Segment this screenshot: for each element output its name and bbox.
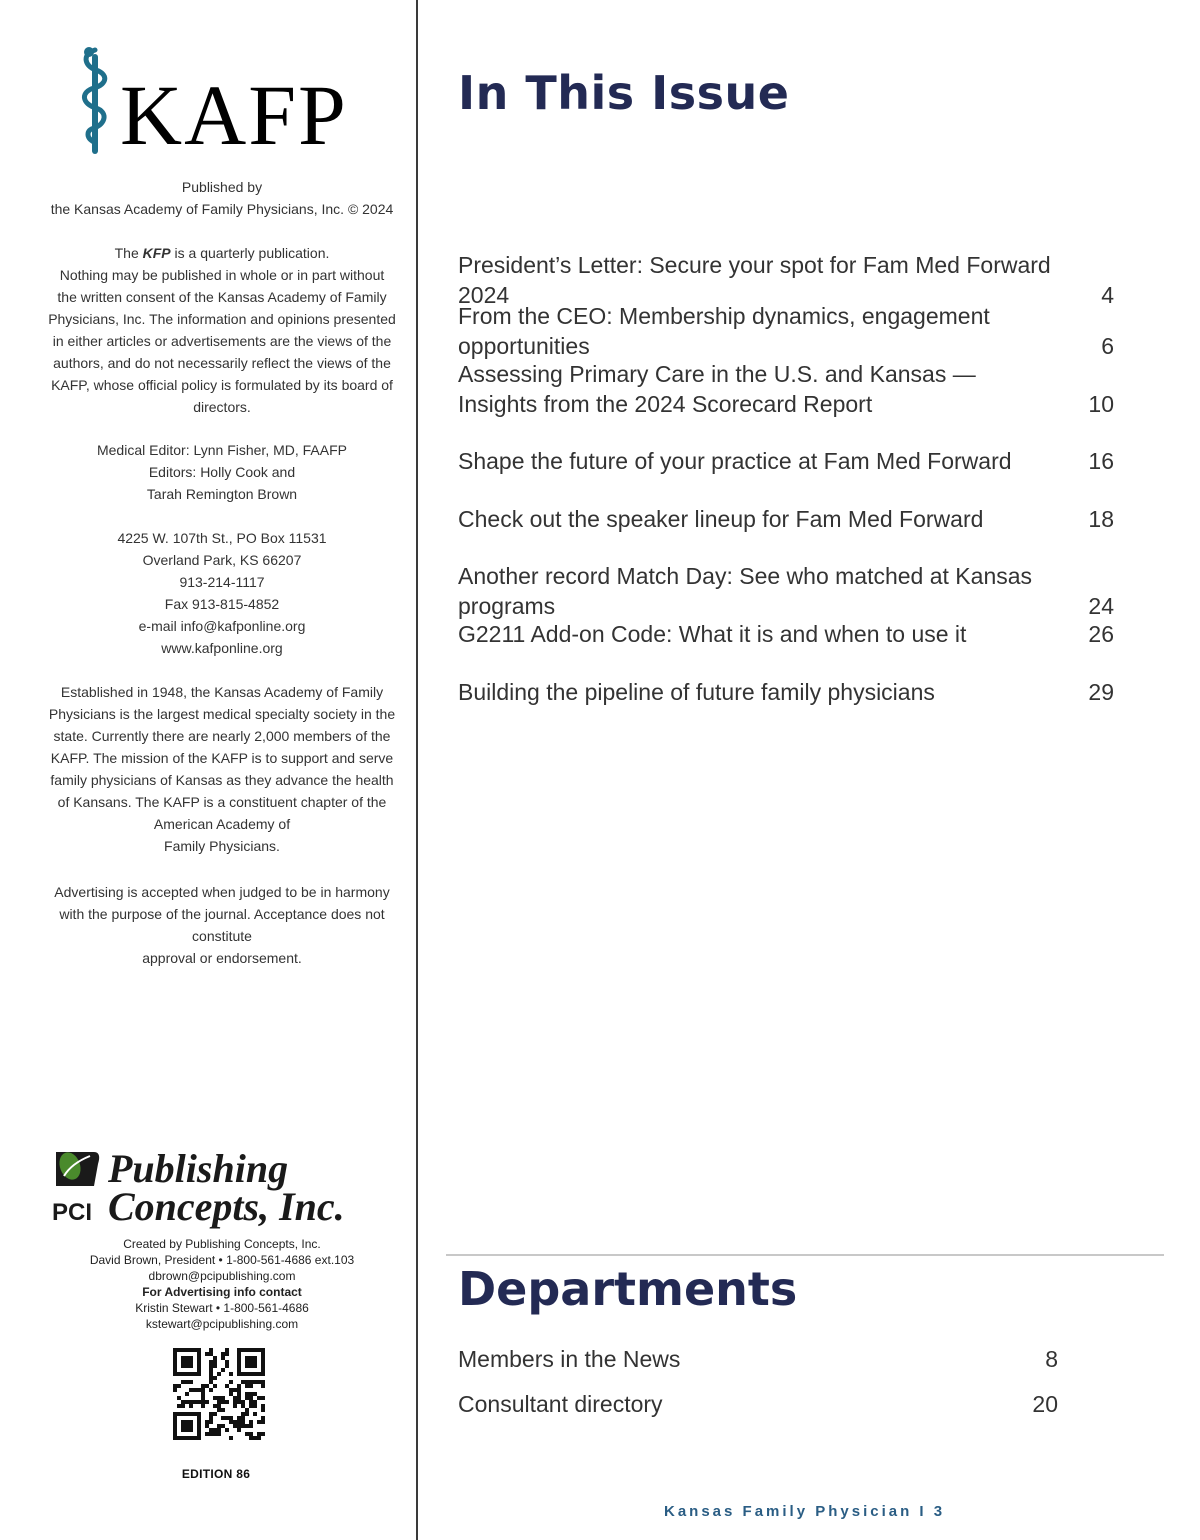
toc-entry-title: President’s Letter: Secure your spot for Fam Med Forward 2024 bbox=[458, 252, 1051, 308]
about-line: American Academy of bbox=[153, 816, 291, 832]
policy-line: approval or endorsement. bbox=[142, 950, 302, 966]
pci-leaf-icon bbox=[56, 1149, 99, 1186]
disclaimer-line: in either articles or advertisements are the views of the bbox=[52, 333, 392, 349]
pci-logo-line1: Publishing bbox=[108, 1146, 289, 1191]
pci-credit-line: David Brown, President • 1-800-561-4686 ext.103 bbox=[89, 1253, 355, 1267]
edition-number: EDITION 86 bbox=[181, 1467, 251, 1481]
toc-entry-page: 18 bbox=[1088, 506, 1114, 532]
about-line: Family Physicians. bbox=[164, 838, 280, 854]
about-line: Established in 1948, the Kansas Academy of Family bbox=[60, 684, 384, 700]
ad-contact-email-link[interactable]: kstewart@pcipublishing.com bbox=[145, 1317, 299, 1331]
pci-mark: PCI bbox=[52, 1199, 93, 1226]
ad-contact-heading: For Advertising info contact bbox=[142, 1285, 302, 1299]
department-entry-title: Members in the News bbox=[458, 1346, 681, 1372]
policy-line: Advertising is accepted when judged to be in harmony bbox=[54, 884, 390, 900]
about-line: family physicians of Kansas as they advance the health bbox=[50, 772, 394, 788]
editor-line: Tarah Remington Brown bbox=[146, 486, 298, 502]
advertising-policy bbox=[40, 881, 404, 969]
column-divider bbox=[416, 0, 418, 1540]
toc-entry-page: 10 bbox=[1088, 391, 1114, 417]
departments-title: Departments bbox=[458, 1262, 798, 1316]
about-line: KAFP. The mission of the KAFP is to support and serve bbox=[50, 750, 394, 766]
department-entry[interactable] bbox=[458, 1389, 1058, 1419]
email-link[interactable]: e-mail info@kafponline.org bbox=[138, 618, 306, 634]
phone: 913-214-1117 bbox=[179, 574, 265, 590]
editors bbox=[40, 439, 404, 505]
fax: Fax 913-815-4852 bbox=[164, 596, 280, 612]
publisher-line: Published by bbox=[181, 179, 263, 195]
editor-line: Editors: Holly Cook and bbox=[148, 464, 296, 480]
departments-divider bbox=[446, 1254, 1164, 1256]
policy-line: constitute bbox=[192, 928, 252, 944]
toc-entry[interactable] bbox=[458, 561, 1114, 621]
pci-email-link[interactable]: dbrown@pcipublishing.com bbox=[148, 1269, 296, 1283]
toc-entry[interactable] bbox=[458, 359, 1114, 419]
website-link[interactable]: www.kafponline.org bbox=[161, 640, 283, 656]
address-line: Overland Park, KS 66207 bbox=[142, 552, 302, 568]
department-entry-title: Consultant directory bbox=[458, 1391, 663, 1417]
toc-entry-title: Check out the speaker lineup for Fam Med Forward bbox=[458, 506, 984, 532]
pci-logo-line2: Concepts, Inc. bbox=[108, 1184, 345, 1229]
toc-entry-page: 24 bbox=[1088, 593, 1114, 619]
toc-entry-title: Another record Match Day: See who matched at Kansas programs bbox=[458, 563, 1033, 619]
toc-entry-title: G2211 Add-on Code: What it is and when to use it bbox=[458, 621, 967, 647]
policy-line: with the purpose of the journal. Acceptance does not bbox=[59, 906, 385, 922]
pci-logo bbox=[50, 1146, 390, 1230]
toc-entry-page: 16 bbox=[1088, 448, 1114, 474]
kafp-wordmark: KAFP bbox=[120, 67, 348, 160]
toc-entry-title: From the CEO: Membership dynamics, engagement opportunities bbox=[458, 303, 990, 359]
about-kafp bbox=[40, 681, 404, 857]
kafp-logo bbox=[40, 40, 404, 160]
toc-entry-title: Building the pipeline of future family physicians bbox=[458, 679, 935, 705]
toc-entry[interactable] bbox=[458, 619, 1114, 649]
about-line: of Kansans. The KAFP is a constituent chapter of the bbox=[57, 794, 387, 810]
publication-disclaimer bbox=[40, 242, 404, 418]
toc-entry-page: 4 bbox=[1101, 282, 1114, 308]
disclaimer-line: Nothing may be published in whole or in part without bbox=[59, 267, 385, 283]
address-line: 4225 W. 107th St., PO Box 11531 bbox=[117, 530, 327, 546]
disclaimer-line: Physicians, Inc. The information and opinions presented bbox=[48, 311, 396, 327]
toc-entry-page: 6 bbox=[1101, 333, 1114, 359]
page-footer: Kansas Family Physician I 3 bbox=[664, 1503, 946, 1520]
department-entry[interactable] bbox=[458, 1344, 1058, 1374]
pci-credit-line: Created by Publishing Concepts, Inc. bbox=[123, 1237, 321, 1251]
ad-contact-line: Kristin Stewart • 1-800-561-4686 bbox=[135, 1301, 309, 1315]
disclaimer-line: authors, and do not necessarily reflect the views of the bbox=[53, 355, 391, 371]
contact-info bbox=[40, 527, 404, 659]
toc-entry-page: 26 bbox=[1088, 621, 1114, 647]
rod-of-asclepius-icon bbox=[84, 47, 105, 154]
toc-entry-title: Insights from the 2024 Scorecard Report bbox=[458, 391, 873, 417]
disclaimer-line: the written consent of the Kansas Academy of Family bbox=[57, 289, 387, 305]
disclaimer-line: directors. bbox=[193, 399, 251, 415]
publisher-info bbox=[40, 176, 404, 220]
kfp-name: KFP bbox=[142, 245, 171, 261]
pci-credits bbox=[40, 1236, 404, 1332]
toc-entry[interactable] bbox=[458, 504, 1114, 534]
about-line: state. Currently there are nearly 2,000 members of the bbox=[53, 728, 391, 744]
department-entry-page: 8 bbox=[1045, 1346, 1058, 1372]
publisher-line: the Kansas Academy of Family Physicians, Inc. © 2024 bbox=[50, 201, 394, 217]
toc-entry-title: Shape the future of your practice at Fam Med Forward bbox=[458, 448, 1012, 474]
disclaimer-line: KAFP, whose official policy is formulated by its board of bbox=[51, 377, 393, 393]
about-line: Physicians is the largest medical specialty society in the bbox=[48, 706, 396, 722]
toc-entry[interactable] bbox=[458, 677, 1114, 707]
qr-code-icon[interactable] bbox=[173, 1348, 265, 1440]
page-title: In This Issue bbox=[458, 66, 790, 120]
toc-entry[interactable] bbox=[458, 446, 1114, 476]
toc-entry[interactable] bbox=[458, 301, 1114, 361]
toc-entry-title: Assessing Primary Care in the U.S. and Kansas — bbox=[458, 361, 976, 387]
editor-line: Medical Editor: Lynn Fisher, MD, FAAFP bbox=[96, 442, 347, 458]
toc-entry-page: 29 bbox=[1088, 679, 1114, 705]
publication-intro: The KFP is a quarterly publication. bbox=[114, 245, 330, 261]
department-entry-page: 20 bbox=[1032, 1391, 1058, 1417]
